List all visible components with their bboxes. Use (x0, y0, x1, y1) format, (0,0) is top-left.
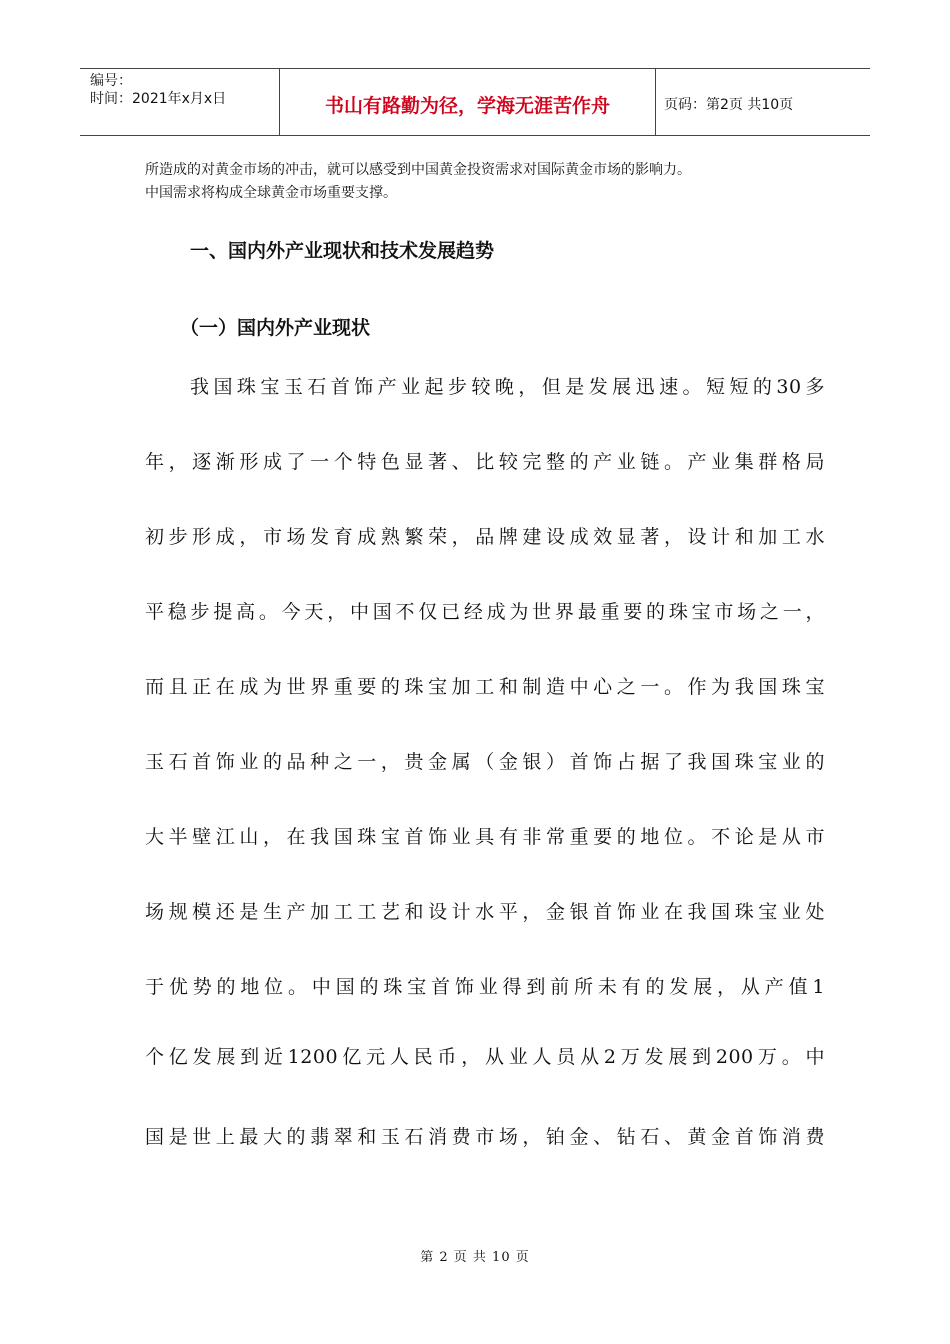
body-line: 而且正在成为世界重要的珠宝加工和制造中心之一。作为我国珠宝 (145, 676, 825, 698)
body-line: 平稳步提高。今天，中国不仅已经成为世界最重要的珠宝市场之一， (145, 601, 825, 623)
header-page-code: 页码：第2页 共10页 (664, 97, 794, 113)
body-line: 我国珠宝玉石首饰产业起步较晚，但是发展迅速。短短的30多 (190, 376, 825, 398)
body-line: 个亿发展到近1200亿元人民币，从业人员从2万发展到200万。中 (145, 1046, 825, 1068)
body-line: 玉石首饰业的品种之一，贵金属（金银）首饰占据了我国珠宝业的 (145, 751, 825, 773)
header-meta-cell (80, 69, 280, 135)
document-header (80, 68, 870, 136)
body-line: 大半壁江山，在我国珠宝首饰业具有非常重要的地位。不论是从市 (145, 826, 825, 848)
body-line: 初步形成，市场发育成熟繁荣，品牌建设成效显著，设计和加工水 (145, 526, 825, 548)
page-footer: 第 2 页 共 10 页 (420, 1250, 530, 1265)
document-number-label: 编号： (90, 73, 132, 89)
body-line: 场规模还是生产加工工艺和设计水平，金银首饰业在我国珠宝业处 (145, 901, 825, 923)
subsection-heading: （一）国内外产业现状 (180, 317, 371, 339)
intro-line-2: 中国需求将构成全球黄金市场重要支撑。 (145, 185, 397, 201)
document-date: 时间：2021年x月x日 (90, 91, 227, 107)
body-line: 年，逐渐形成了一个特色显著、比较完整的产业链。产业集群格局 (145, 451, 825, 473)
section-heading: 一、国内外产业现状和技术发展趋势 (190, 240, 495, 262)
header-motto: 书山有路勤为径，学海无涯苦作舟 (280, 69, 656, 135)
body-line: 国是世上最大的翡翠和玉石消费市场，铂金、钻石、黄金首饰消费 (145, 1126, 825, 1148)
body-line: 于优势的地位。中国的珠宝首饰业得到前所未有的发展，从产值1 (145, 976, 825, 998)
intro-line-1: 所造成的对黄金市场的冲击，就可以感受到中国黄金投资需求对国际黄金市场的影响力。 (145, 162, 691, 178)
